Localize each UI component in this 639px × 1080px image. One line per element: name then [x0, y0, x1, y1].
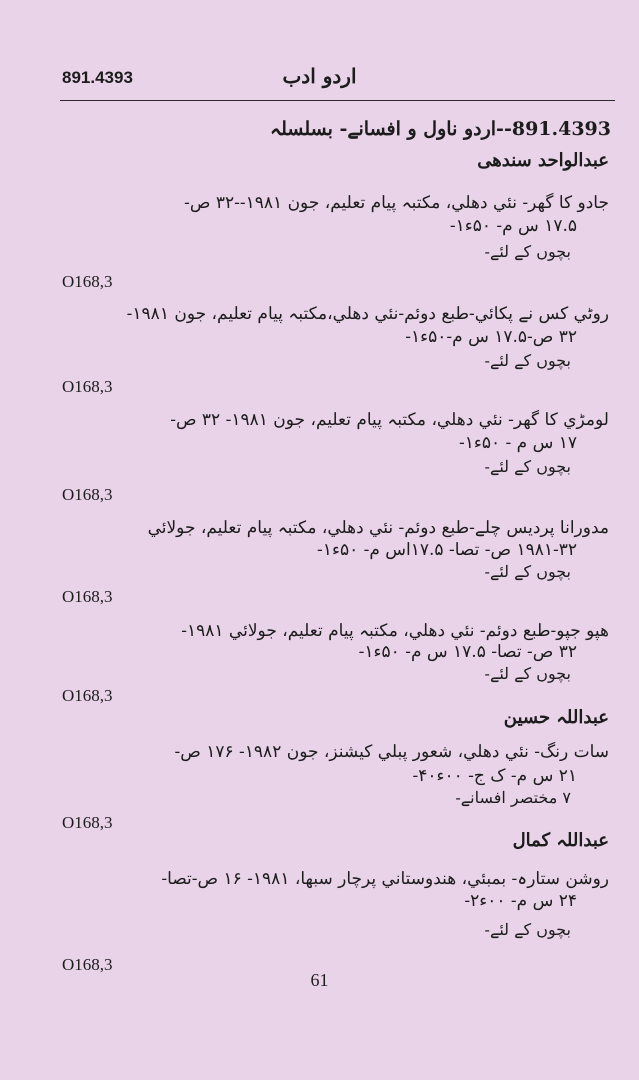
- entry-code: O168,3: [62, 587, 113, 606]
- entry-author: عبداللہ حسين: [503, 707, 609, 728]
- entry-line: ۳۲ ص-۱۷.۵ س م-۵۰ء۱-: [405, 327, 577, 347]
- header-title: اردو ادب: [282, 64, 357, 88]
- entry-note: بچوں کے لئے-: [484, 242, 571, 261]
- entry-code: O168,3: [62, 813, 113, 832]
- entry-line: ۲۴ س م- ۰۰ء۲-: [464, 891, 577, 911]
- entry-code: O168,3: [62, 955, 113, 974]
- entry-note: بچوں کے لئے-: [484, 351, 571, 370]
- entry-line: ۱۹۸۱-۳۲ ص- تصا- ۱۷.۵اس م- ۵۰ء۱-: [317, 540, 577, 560]
- entry-note: بچوں کے لئے-: [484, 920, 571, 939]
- entry-code: O168,3: [62, 377, 113, 396]
- entry-code: O168,3: [62, 485, 113, 504]
- section-title: 891.4393--اردو ناول و افسانے- بسلسلہ: [269, 118, 611, 140]
- entry-line: لومڑي کا گھر- نئي دھلي، مکتبہ پيام تعليم، جون ۱۹۸۱- ۳۲ ص-: [170, 410, 609, 430]
- entry-note: بچوں کے لئے-: [484, 562, 571, 581]
- entry-line: ۳۲ ص- تصا- ۱۷.۵ س م- ۵۰ء۱-: [358, 642, 577, 662]
- entry-code: O168,3: [62, 272, 113, 291]
- entry-line: جادو کا گھر- نئي دھلي، مکتبہ پيام تعليم، جون ۱۹۸۱--۳۲ ص-: [184, 193, 609, 213]
- entry-author: عبدالواحد سندھی: [477, 150, 609, 171]
- entry-line: روٹي کس نے پکائي-طبع دوئم-نئي دھلي،مکتبہ پيام تعليم، جون ۱۹۸۱-: [126, 304, 609, 324]
- entry-line: روشن ستارہ- بمبئي، هندوستاني پرچار سبھا، ۱۹۸۱- ۱۶ ص-تصا-: [161, 869, 609, 889]
- entry-line: ھپو جپو-طبع دوئم- نئي دھلي، مکتبہ پيام تعليم، جولائي ۱۹۸۱-: [181, 621, 609, 641]
- header-rule: [60, 100, 615, 101]
- entry-note: بچوں کے لئے-: [484, 664, 571, 683]
- entry-note: ۷ مختصر افسانے-: [455, 788, 571, 807]
- entry-line: ۱۷ س م - ۵۰ء۱-: [458, 433, 577, 453]
- entry-author: عبداللہ کمال: [512, 830, 609, 851]
- entry-note: بچوں کے لئے-: [484, 457, 571, 476]
- entry-line: سات رنگ- نئي دھلي، شعور پبلي کيشنز، جون ۱۹۸۲- ۱۷۶ ص-: [174, 742, 609, 762]
- header-class-number: 891.4393: [62, 68, 133, 87]
- page-number: 61: [310, 970, 329, 990]
- entry-line: مدورانا پردیس چلے-طبع دوئم- نئي دھلي، مکتبہ پيام تعليم، جولائي: [147, 518, 609, 538]
- entry-code: O168,3: [62, 686, 113, 705]
- entry-line: ۲۱ س م- ک ج- ۰۰ء۴۰-: [412, 766, 577, 786]
- entry-line: ۱۷.۵ س م- ۵۰ء۱-: [449, 216, 577, 236]
